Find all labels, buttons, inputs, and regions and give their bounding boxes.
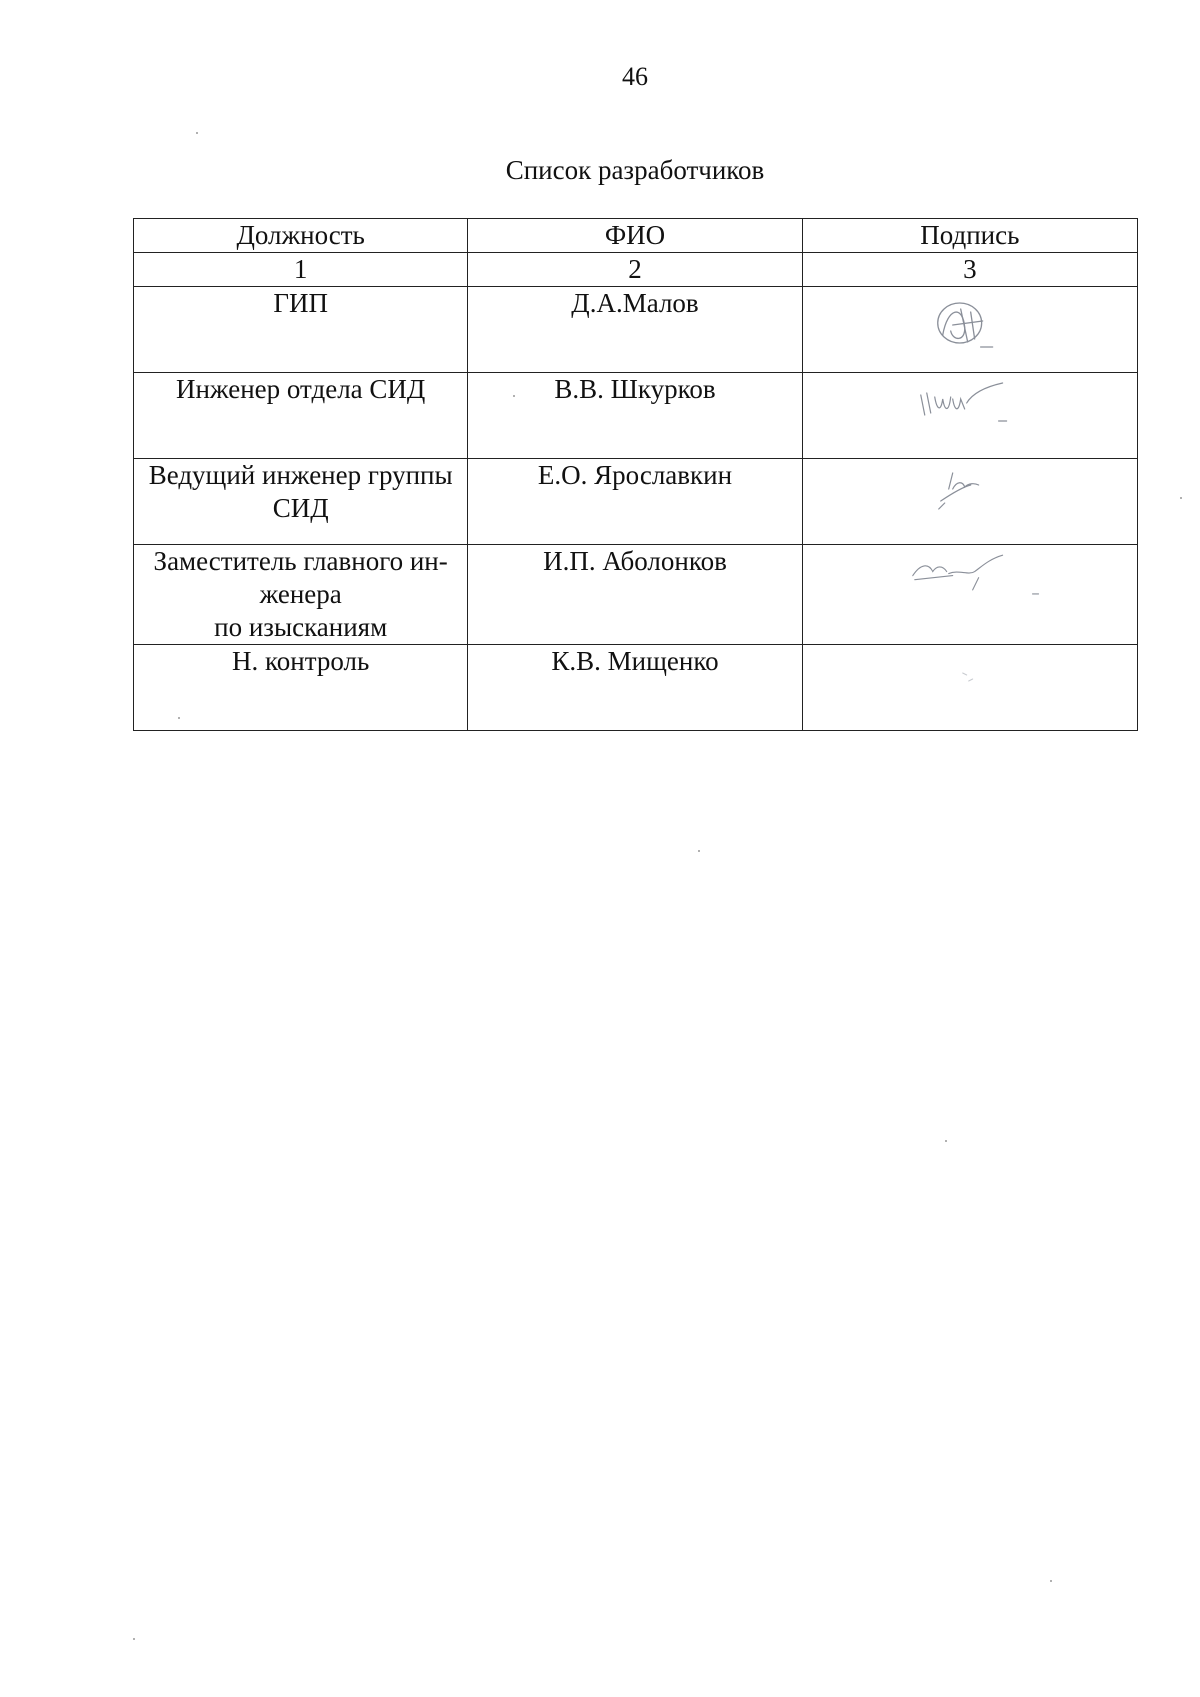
signature-handwritten-icon — [803, 545, 1137, 644]
position-cell: Заместитель главного ин- женера по изысканиям — [134, 545, 468, 645]
column-number-3: 3 — [802, 253, 1137, 287]
signature-cell — [802, 373, 1137, 459]
signature-handwritten-icon — [803, 287, 1137, 372]
scan-speck — [698, 850, 700, 852]
name-cell: К.В. Мищенко — [468, 645, 802, 731]
column-number-1: 1 — [134, 253, 468, 287]
table-row — [134, 287, 1138, 373]
signature-cell — [802, 545, 1137, 645]
table-header-row — [134, 219, 1138, 253]
name-cell: В.В. Шкурков — [468, 373, 802, 459]
column-number-row — [134, 253, 1138, 287]
signature-cell — [802, 459, 1137, 545]
signature-cell — [802, 287, 1137, 373]
table-row — [134, 373, 1138, 459]
name-cell: И.П. Аболонков — [468, 545, 802, 645]
page-number: 46 — [622, 62, 648, 91]
header-signature: Подпись — [802, 219, 1137, 253]
table-row — [134, 545, 1138, 645]
scan-speck — [196, 132, 198, 134]
signature-handwritten-icon — [803, 459, 1137, 544]
scan-speck — [178, 717, 180, 719]
signature-handwritten-icon — [803, 373, 1137, 458]
header-name: ФИО — [468, 219, 802, 253]
position-cell: Ведущий инженер группы СИД — [134, 459, 468, 545]
scan-speck — [945, 1140, 947, 1142]
position-cell: Н. контроль — [134, 645, 468, 731]
table-row — [134, 645, 1138, 731]
table-row — [134, 459, 1138, 545]
column-number-2: 2 — [468, 253, 802, 287]
page-title: Список разработчиков — [505, 155, 765, 185]
signature-cell — [802, 645, 1137, 731]
position-cell: ГИП — [134, 287, 468, 373]
scan-speck — [1050, 1580, 1052, 1582]
name-cell: Д.А.Малов — [468, 287, 802, 373]
scan-speck — [513, 395, 515, 397]
scan-speck — [1180, 497, 1182, 499]
developers-table — [133, 218, 1138, 731]
scan-speck — [133, 1638, 135, 1640]
signature-faint-icon — [803, 645, 1137, 730]
header-position: Должность — [134, 219, 468, 253]
position-cell: Инженер отдела СИД — [134, 373, 468, 459]
name-cell: Е.О. Ярославкин — [468, 459, 802, 545]
